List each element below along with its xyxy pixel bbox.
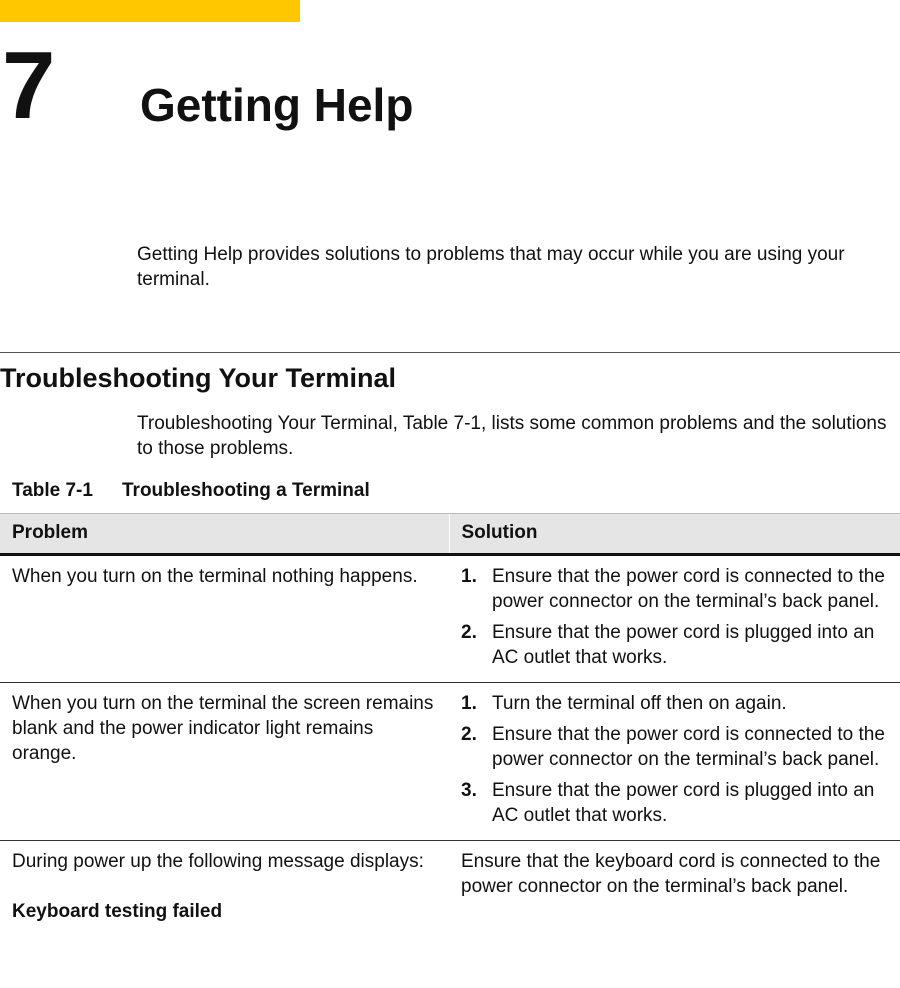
step-text: Ensure that the power cord is plugged into an AC outlet that works. — [492, 622, 875, 668]
table-caption-number: Table 7-1 — [12, 480, 93, 501]
section-title: Troubleshooting Your Terminal — [0, 363, 397, 393]
table-row — [0, 555, 900, 683]
step-number: 1. — [461, 566, 477, 587]
solution-cell: Ensure that the keyboard cord is connected to the power connector on the terminal’s back panel. — [461, 851, 881, 897]
solution-cell — [449, 683, 900, 841]
table-caption-title: Troubleshooting a Terminal — [122, 480, 370, 501]
solution-cell — [449, 555, 900, 683]
chapter-number: 7 — [2, 32, 54, 139]
solution-step — [461, 564, 888, 614]
step-text: Ensure that the power cord is connected to the power connector on the terminal’s back panel. — [492, 724, 885, 770]
step-text: Ensure that the power cord is connected to the power connector on the terminal’s back panel. — [492, 566, 885, 612]
solution-step — [461, 691, 888, 716]
table-row — [0, 683, 900, 841]
step-number: 1. — [461, 693, 477, 714]
troubleshooting-table — [0, 513, 900, 936]
problem-text: During power up the following message displays: — [12, 851, 424, 872]
section-paragraph: Troubleshooting Your Terminal, Table 7-1, lists some common problems and the solutions to those problems. — [137, 413, 887, 459]
step-number: 2. — [461, 622, 477, 643]
solution-step — [461, 778, 888, 828]
step-text: Turn the terminal off then on again. — [492, 693, 787, 714]
step-text: Ensure that the power cord is plugged into an AC outlet that works. — [492, 780, 875, 826]
problem-cell: When you turn on the terminal the screen remains blank and the power indicator light remains orange. — [0, 683, 449, 841]
section-divider — [0, 352, 900, 353]
problem-cell — [0, 841, 449, 937]
header-problem: Problem — [0, 514, 449, 555]
solution-steps — [461, 564, 888, 670]
chapter-accent-bar — [0, 0, 300, 22]
table-caption — [12, 479, 370, 503]
solution-step — [461, 620, 888, 670]
solution-steps — [461, 691, 888, 828]
chapter-title: Getting Help — [140, 79, 414, 131]
step-number: 2. — [461, 724, 477, 745]
table-row — [0, 841, 900, 937]
step-number: 3. — [461, 780, 477, 801]
problem-cell: When you turn on the terminal nothing happens. — [0, 555, 449, 683]
intro-paragraph: Getting Help provides solutions to problems that may occur while you are using your terminal. — [137, 244, 845, 290]
header-solution: Solution — [449, 514, 900, 555]
table-header-row — [0, 514, 900, 555]
error-message: Keyboard testing failed — [12, 901, 223, 922]
solution-step — [461, 722, 888, 772]
